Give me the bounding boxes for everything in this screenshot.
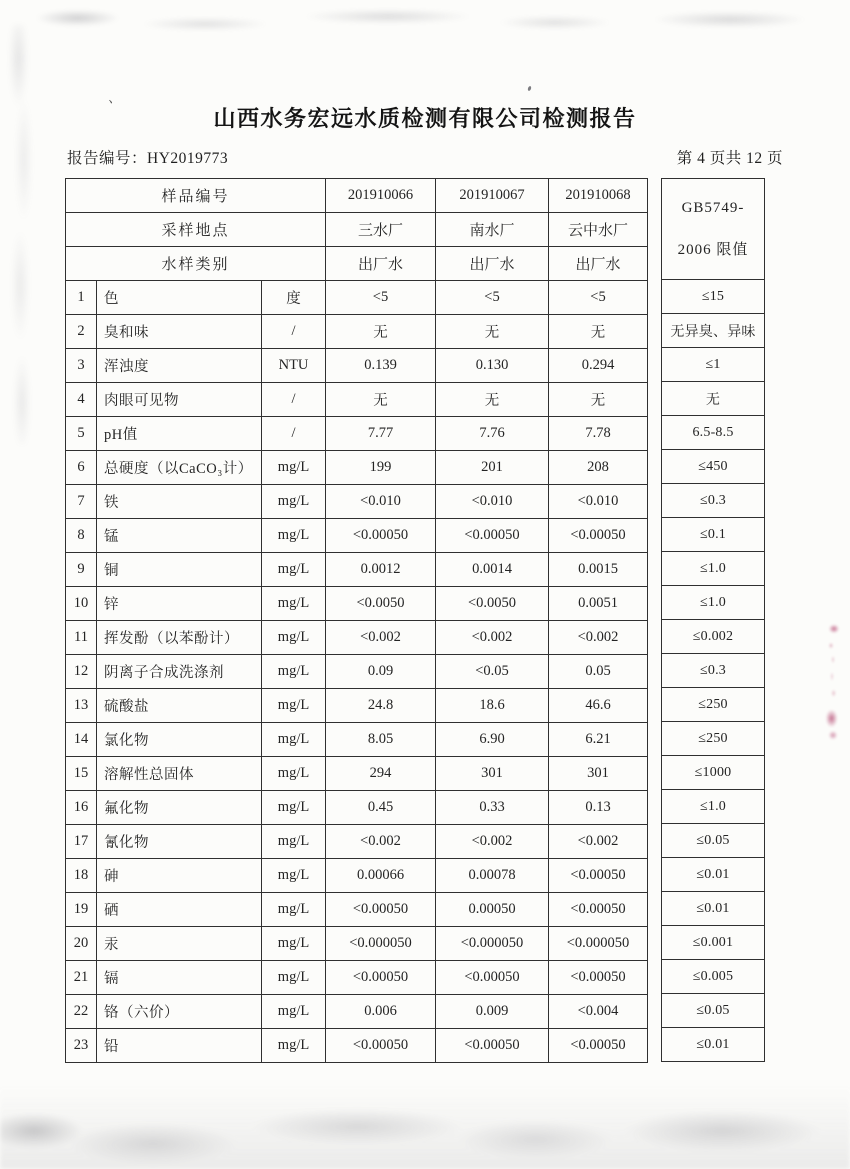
sample-1-value: 无 <box>326 383 436 417</box>
results-table <box>65 178 648 1063</box>
sample-2-value: <0.002 <box>436 825 549 859</box>
param-unit: mg/L <box>262 995 326 1029</box>
limit-row <box>662 654 765 688</box>
table-row <box>66 757 648 791</box>
limit-row <box>662 756 765 790</box>
param-unit: mg/L <box>262 451 326 485</box>
limit-row <box>662 416 765 450</box>
sample-1-value: <0.00050 <box>326 961 436 995</box>
param-name: 汞 <box>97 927 262 961</box>
sample-3-value: <0.00050 <box>549 961 648 995</box>
limit-row <box>662 858 765 892</box>
scan-tick-artifact: 、 <box>107 90 123 107</box>
limit-row <box>662 348 765 382</box>
param-unit: / <box>262 417 326 451</box>
limit-row <box>662 552 765 586</box>
sample-2-value: 6.90 <box>436 723 549 757</box>
sample-1-value: <0.00050 <box>326 1029 436 1063</box>
param-name: 色 <box>97 281 262 315</box>
report-number: 报告编号：HY2019773 <box>67 150 229 167</box>
table-row <box>66 485 648 519</box>
location-3: 云中水厂 <box>549 213 648 247</box>
limit-value: ≤250 <box>662 688 765 722</box>
param-unit: mg/L <box>262 689 326 723</box>
sample-1-value: 0.09 <box>326 655 436 689</box>
scan-dot-artifact <box>527 86 532 92</box>
sample-3-value: 0.0051 <box>549 587 648 621</box>
limit-value: ≤1.0 <box>662 790 765 824</box>
table-row <box>66 723 648 757</box>
row-number: 3 <box>66 349 97 383</box>
limit-value: ≤1 <box>662 348 765 382</box>
table-row <box>66 1029 648 1063</box>
sample-2-value: 无 <box>436 383 549 417</box>
table-row <box>66 961 648 995</box>
row-number: 10 <box>66 587 97 621</box>
sample-3-value: 无 <box>549 383 648 417</box>
limit-row <box>662 960 765 994</box>
location-2: 南水厂 <box>436 213 549 247</box>
param-name: 氰化物 <box>97 825 262 859</box>
row-number: 22 <box>66 995 97 1029</box>
param-name: 肉眼可见物 <box>97 383 262 417</box>
param-unit: mg/L <box>262 859 326 893</box>
sample-1-value: 24.8 <box>326 689 436 723</box>
sample-2-value: 0.00078 <box>436 859 549 893</box>
limit-value: ≤250 <box>662 722 765 756</box>
param-name: 氟化物 <box>97 791 262 825</box>
limit-row <box>662 722 765 756</box>
sample-3-value: <0.002 <box>549 825 648 859</box>
limit-value: ≤0.01 <box>662 858 765 892</box>
sample-3-value: 无 <box>549 315 648 349</box>
param-name: 溶解性总固体 <box>97 757 262 791</box>
limit-value: ≤0.1 <box>662 518 765 552</box>
table-row <box>66 655 648 689</box>
limit-value: ≤0.005 <box>662 960 765 994</box>
param-unit: mg/L <box>262 655 326 689</box>
param-unit: mg/L <box>262 757 326 791</box>
param-unit: mg/L <box>262 485 326 519</box>
limit-value: ≤0.3 <box>662 484 765 518</box>
table-row <box>66 893 648 927</box>
sample-3-value: 6.21 <box>549 723 648 757</box>
sample-id-1: 201910066 <box>326 179 436 213</box>
table-row <box>66 587 648 621</box>
param-unit: mg/L <box>262 927 326 961</box>
sample-2-value: 0.009 <box>436 995 549 1029</box>
row-number: 9 <box>66 553 97 587</box>
table-row <box>66 825 648 859</box>
header-row-sample-id <box>66 179 648 213</box>
scan-noise-left <box>4 25 40 445</box>
limit-value: 无 <box>662 382 765 416</box>
sample-1-value: 0.006 <box>326 995 436 1029</box>
param-unit: NTU <box>262 349 326 383</box>
table-row <box>66 553 648 587</box>
sample-2-value: <0.00050 <box>436 961 549 995</box>
sample-2-value: 0.0014 <box>436 553 549 587</box>
sample-3-value: <0.004 <box>549 995 648 1029</box>
sample-1-value: 0.00066 <box>326 859 436 893</box>
param-unit: mg/L <box>262 553 326 587</box>
row-number: 17 <box>66 825 97 859</box>
sample-3-value: <0.00050 <box>549 1029 648 1063</box>
sample-2-value: <0.000050 <box>436 927 549 961</box>
row-number: 13 <box>66 689 97 723</box>
row-number: 4 <box>66 383 97 417</box>
table-row <box>66 451 648 485</box>
limit-row <box>662 450 765 484</box>
sample-3-value: <0.002 <box>549 621 648 655</box>
param-name: 镉 <box>97 961 262 995</box>
row-number: 11 <box>66 621 97 655</box>
table-row <box>66 995 648 1029</box>
param-name: 氯化物 <box>97 723 262 757</box>
param-name: 铬（六价） <box>97 995 262 1029</box>
table-row <box>66 859 648 893</box>
param-name: 硒 <box>97 893 262 927</box>
param-unit: / <box>262 315 326 349</box>
sample-1-value: 294 <box>326 757 436 791</box>
sample-1-value: <5 <box>326 281 436 315</box>
sample-1-value: 无 <box>326 315 436 349</box>
table-row <box>66 927 648 961</box>
sample-2-value: 18.6 <box>436 689 549 723</box>
sample-id-label: 样品编号 <box>66 179 326 213</box>
row-number: 23 <box>66 1029 97 1063</box>
param-unit: mg/L <box>262 825 326 859</box>
param-name: 臭和味 <box>97 315 262 349</box>
row-number: 6 <box>66 451 97 485</box>
table-row <box>66 315 648 349</box>
type-2: 出厂水 <box>436 247 549 281</box>
sample-2-value: 0.130 <box>436 349 549 383</box>
param-unit: mg/L <box>262 893 326 927</box>
table-row <box>66 281 648 315</box>
sample-1-value: 0.0012 <box>326 553 436 587</box>
param-name: 硫酸盐 <box>97 689 262 723</box>
limit-value: ≤1.0 <box>662 552 765 586</box>
header-row-location <box>66 213 648 247</box>
limit-row <box>662 484 765 518</box>
sample-id-2: 201910067 <box>436 179 549 213</box>
limit-value: ≤0.01 <box>662 892 765 926</box>
param-name: 锰 <box>97 519 262 553</box>
row-number: 19 <box>66 893 97 927</box>
limit-value: ≤450 <box>662 450 765 484</box>
sample-1-value: <0.00050 <box>326 519 436 553</box>
param-name: 挥发酚（以苯酚计） <box>97 621 262 655</box>
sample-1-value: 8.05 <box>326 723 436 757</box>
table-row <box>66 621 648 655</box>
row-number: 20 <box>66 927 97 961</box>
sample-3-value: <0.00050 <box>549 519 648 553</box>
scan-noise-top <box>30 6 825 36</box>
sample-id-3: 201910068 <box>549 179 648 213</box>
sample-3-value: <5 <box>549 281 648 315</box>
sample-2-value: <0.010 <box>436 485 549 519</box>
limit-value: ≤0.001 <box>662 926 765 960</box>
sample-2-value: 201 <box>436 451 549 485</box>
sample-2-value: 0.33 <box>436 791 549 825</box>
param-name: 总硬度（以CaCO₃计） <box>97 451 262 485</box>
limit-row <box>662 994 765 1028</box>
sample-2-value: <5 <box>436 281 549 315</box>
sample-3-value: 0.0015 <box>549 553 648 587</box>
param-name: 铁 <box>97 485 262 519</box>
sample-3-value: 301 <box>549 757 648 791</box>
header-row-type <box>66 247 648 281</box>
param-name: 铅 <box>97 1029 262 1063</box>
limit-row <box>662 926 765 960</box>
limit-value: 6.5-8.5 <box>662 416 765 450</box>
type-3: 出厂水 <box>549 247 648 281</box>
sample-2-value: <0.00050 <box>436 519 549 553</box>
sample-3-value: 0.05 <box>549 655 648 689</box>
results-rows <box>66 281 648 1063</box>
limit-value: ≤0.3 <box>662 654 765 688</box>
sample-3-value: 0.13 <box>549 791 648 825</box>
sample-2-value: <0.002 <box>436 621 549 655</box>
sample-2-value: 无 <box>436 315 549 349</box>
param-name: 阴离子合成洗涤剂 <box>97 655 262 689</box>
limit-value: ≤0.01 <box>662 1028 765 1062</box>
sample-1-value: <0.0050 <box>326 587 436 621</box>
row-number: 8 <box>66 519 97 553</box>
sample-2-value: <0.00050 <box>436 1029 549 1063</box>
sample-1-value: 0.139 <box>326 349 436 383</box>
limit-row <box>662 790 765 824</box>
limit-value: ≤0.05 <box>662 824 765 858</box>
sample-3-value: <0.000050 <box>549 927 648 961</box>
param-unit: mg/L <box>262 587 326 621</box>
limit-header-line2: 2006 限值 <box>677 242 749 258</box>
limit-row <box>662 586 765 620</box>
sample-3-value: <0.00050 <box>549 859 648 893</box>
row-number: 21 <box>66 961 97 995</box>
table-row <box>66 519 648 553</box>
limit-value: ≤15 <box>662 280 765 314</box>
limit-table <box>661 178 765 1062</box>
table-row <box>66 417 648 451</box>
row-number: 1 <box>66 281 97 315</box>
param-unit: mg/L <box>262 1029 326 1063</box>
sample-2-value: 0.00050 <box>436 893 549 927</box>
limit-value: ≤0.002 <box>662 620 765 654</box>
sample-3-value: <0.010 <box>549 485 648 519</box>
red-stamp-fragment <box>822 612 842 752</box>
param-unit: mg/L <box>262 519 326 553</box>
meta-line <box>67 146 783 168</box>
param-unit: mg/L <box>262 723 326 757</box>
limit-header-cell <box>662 179 765 280</box>
sample-1-value: <0.002 <box>326 825 436 859</box>
page-indicator: 第 4 页共 12 页 <box>676 150 783 167</box>
sample-3-value: 208 <box>549 451 648 485</box>
limit-value: ≤0.05 <box>662 994 765 1028</box>
table-row <box>66 791 648 825</box>
limit-row <box>662 824 765 858</box>
sample-1-value: 7.77 <box>326 417 436 451</box>
row-number: 18 <box>66 859 97 893</box>
sample-1-value: 199 <box>326 451 436 485</box>
type-label: 水样类别 <box>66 247 326 281</box>
location-1: 三水厂 <box>326 213 436 247</box>
sample-1-value: <0.002 <box>326 621 436 655</box>
sample-2-value: <0.0050 <box>436 587 549 621</box>
row-number: 2 <box>66 315 97 349</box>
limit-row <box>662 688 765 722</box>
page-title: 山西水务宏远水质检测有限公司检测报告 <box>213 106 637 131</box>
limit-rows <box>662 280 765 1062</box>
limit-row <box>662 892 765 926</box>
table-row <box>66 689 648 723</box>
row-number: 7 <box>66 485 97 519</box>
limit-row <box>662 314 765 348</box>
sample-3-value: 7.78 <box>549 417 648 451</box>
param-name: pH值 <box>97 417 262 451</box>
location-label: 采样地点 <box>66 213 326 247</box>
scan-noise-bottom <box>0 1084 850 1169</box>
row-number: 14 <box>66 723 97 757</box>
sample-1-value: <0.000050 <box>326 927 436 961</box>
sample-3-value: 0.294 <box>549 349 648 383</box>
param-unit: / <box>262 383 326 417</box>
limit-header-line1: GB5749- <box>681 200 745 216</box>
sample-1-value: 0.45 <box>326 791 436 825</box>
row-number: 15 <box>66 757 97 791</box>
limit-row <box>662 382 765 416</box>
param-unit: mg/L <box>262 961 326 995</box>
sample-2-value: <0.05 <box>436 655 549 689</box>
param-name: 砷 <box>97 859 262 893</box>
limit-value: ≤1.0 <box>662 586 765 620</box>
limit-row <box>662 518 765 552</box>
sample-3-value: <0.00050 <box>549 893 648 927</box>
param-name: 锌 <box>97 587 262 621</box>
limit-row <box>662 620 765 654</box>
sample-2-value: 301 <box>436 757 549 791</box>
limit-row <box>662 280 765 314</box>
limit-value: ≤1000 <box>662 756 765 790</box>
limit-header-row <box>662 179 765 280</box>
type-1: 出厂水 <box>326 247 436 281</box>
param-name: 浑浊度 <box>97 349 262 383</box>
row-number: 16 <box>66 791 97 825</box>
sample-1-value: <0.010 <box>326 485 436 519</box>
sample-2-value: 7.76 <box>436 417 549 451</box>
sample-1-value: <0.00050 <box>326 893 436 927</box>
param-unit: mg/L <box>262 621 326 655</box>
param-unit: mg/L <box>262 791 326 825</box>
table-row <box>66 383 648 417</box>
limit-value: 无异臭、异味 <box>662 314 765 348</box>
param-unit: 度 <box>262 281 326 315</box>
limit-row <box>662 1028 765 1062</box>
sample-3-value: 46.6 <box>549 689 648 723</box>
row-number: 12 <box>66 655 97 689</box>
param-name: 铜 <box>97 553 262 587</box>
table-row <box>66 349 648 383</box>
row-number: 5 <box>66 417 97 451</box>
